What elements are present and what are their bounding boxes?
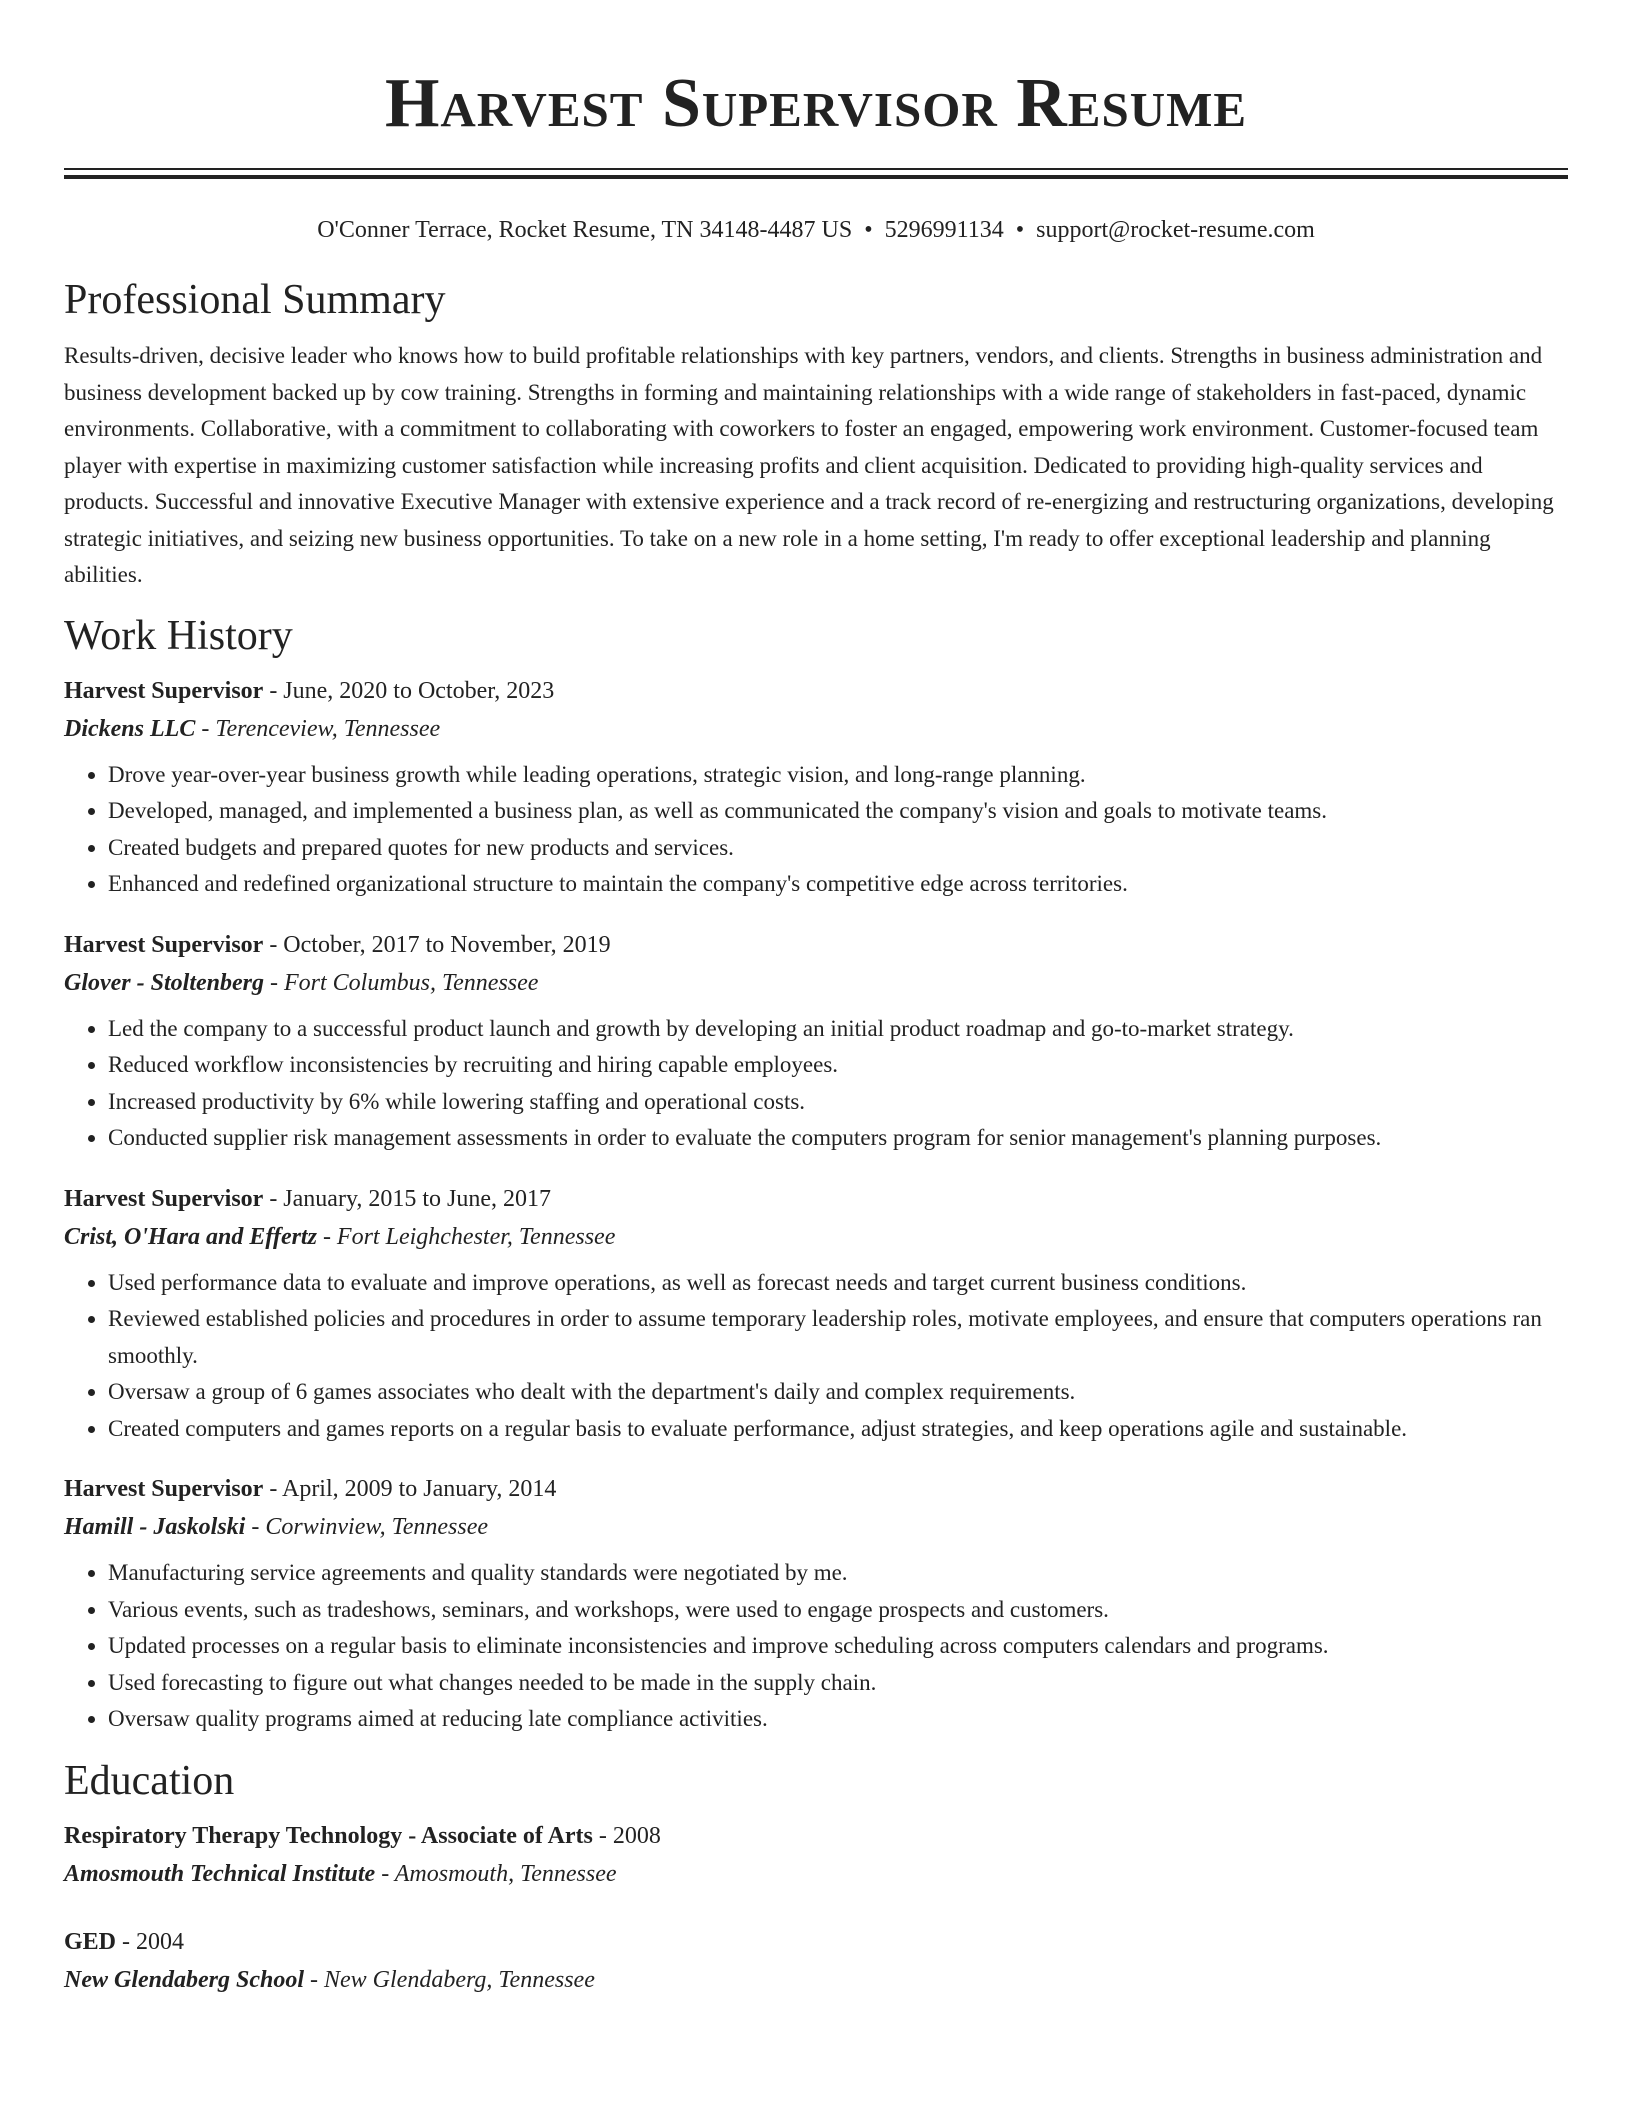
title-double-rule	[64, 168, 1568, 182]
resume-title: Harvest Supervisor Resume	[384, 65, 1248, 142]
education-school-line	[64, 1964, 1568, 1996]
contact-separator: •	[1015, 217, 1025, 243]
job-header	[64, 675, 1568, 707]
job-header	[64, 929, 1568, 961]
contact-email: support@rocket-resume.com	[1036, 217, 1315, 243]
education-location: - New Glendaberg, Tennessee	[304, 1966, 595, 1993]
job-bullet: • Created computers and games reports on a regular basis to evaluate performance, adjust strategies, and keep operations agile and sustainable.	[108, 1411, 1568, 1448]
resume-page	[64, 0, 1568, 1996]
job-bullet: • Enhanced and redefined organizational structure to maintain the company's competitive edge across territories.	[108, 866, 1568, 903]
education-entry	[64, 1926, 1568, 1996]
job-title: Harvest Supervisor	[64, 1476, 264, 1502]
education-entry	[64, 1820, 1568, 1890]
job-entry	[64, 1183, 1568, 1448]
job-bullets	[64, 1555, 1568, 1738]
job-dates: - January, 2015 to June, 2017	[263, 1185, 552, 1212]
job-dates: - October, 2017 to November, 2019	[263, 931, 611, 958]
job-company-line	[64, 1221, 1568, 1253]
job-title: Harvest Supervisor	[64, 1185, 264, 1212]
education-year: - 2004	[116, 1928, 185, 1955]
job-dates: - June, 2020 to October, 2023	[263, 677, 555, 704]
job-title: Harvest Supervisor	[64, 677, 264, 704]
job-company: Crist, O'Hara and Effertz	[64, 1223, 317, 1250]
job-bullet: • Conducted supplier risk management assessments in order to evaluate the computers program for senior management's planning purposes.	[108, 1120, 1568, 1157]
job-bullet: • Manufacturing service agreements and quality standards were negotiated by me.	[108, 1555, 1568, 1592]
job-bullet: • Reduced workflow inconsistencies by recruiting and hiring capable employees.	[108, 1047, 1568, 1084]
education-header	[64, 1926, 1568, 1958]
education-school-line	[64, 1858, 1568, 1890]
education-school: New Glendaberg School	[64, 1966, 304, 1993]
summary-heading: Professional Summary	[64, 277, 446, 323]
job-entry	[64, 929, 1568, 1157]
job-company-line	[64, 967, 1568, 999]
job-bullet: • Updated processes on a regular basis to eliminate inconsistencies and improve scheduling across computers calendars and programs.	[108, 1628, 1568, 1665]
job-header	[64, 1183, 1568, 1215]
job-bullet: • Drove year-over-year business growth while leading operations, strategic vision, and long-range planning.	[108, 757, 1568, 794]
contact-address: O'Conner Terrace, Rocket Resume, TN 34148-4487 US	[317, 217, 853, 243]
contact-separator: •	[864, 217, 873, 243]
job-location: - Fort Columbus, Tennessee	[263, 969, 539, 996]
job-bullet: • Various events, such as tradeshows, seminars, and workshops, were used to engage prospects and customers.	[108, 1592, 1568, 1629]
education-degree: Respiratory Therapy Technology - Associate of Arts	[64, 1822, 593, 1849]
job-company: Glover - Stoltenberg	[64, 969, 264, 996]
rule-thin-line	[64, 168, 1568, 170]
job-company: Hamill - Jaskolski	[64, 1514, 246, 1540]
education-location: - Amosmouth, Tennessee	[375, 1860, 617, 1887]
job-bullet: • Developed, managed, and implemented a business plan, as well as communicated the company's vision and goals to motivate teams.	[108, 793, 1568, 830]
job-company: Dickens LLC	[64, 715, 196, 742]
job-entry	[64, 675, 1568, 903]
job-bullet: • Used performance data to evaluate and improve operations, as well as forecast needs and target current business conditions.	[108, 1265, 1568, 1302]
job-dates: - April, 2009 to January, 2014	[263, 1476, 557, 1502]
job-company-line	[64, 1511, 1568, 1543]
job-bullet: • Oversaw quality programs aimed at reducing late compliance activities.	[108, 1701, 1568, 1738]
job-entry	[64, 1473, 1568, 1738]
summary-text: Results-driven, decisive leader who knows how to build profitable relationships with key partners, vendors, and clients. Strengths in business administration and business development backed up by cow training. Strengths in forming and maintaining relationships with a wide range of stakeholders in fast-paced, dynamic environments. Collaborative, with a commitment to collaborating with coworkers to foster an engaged, empowering work environment. Customer-focused team player with expertise in maximizing customer satisfaction while increasing profits and client acquisition. Dedicated to providing high-quality services and products. Successful and innovative Executive Manager with extensive experience and a track record of re-energizing and restructuring organizations, developing strategic initiatives, and seizing new business opportunities. To take on a new role in a home setting, I'm ready to offer exceptional leadership and planning abilities.	[64, 343, 1554, 587]
job-bullet: • Used forecasting to figure out what changes needed to be made in the supply chain.	[108, 1665, 1568, 1702]
rule-thick-line	[64, 175, 1568, 179]
job-bullet: • Increased productivity by 6% while lowering staffing and operational costs.	[108, 1084, 1568, 1121]
education-heading: Education	[64, 1757, 235, 1804]
education-school: Amosmouth Technical Institute	[64, 1860, 376, 1887]
job-location: - Terenceview, Tennessee	[195, 715, 441, 742]
education-header	[64, 1820, 1568, 1852]
job-bullets	[64, 1265, 1568, 1448]
job-bullet: • Reviewed established policies and procedures in order to assume temporary leadership roles, motivate employees, and ensure that computers operations ran smoothly.	[108, 1301, 1568, 1374]
job-location: - Fort Leighchester, Tennessee	[316, 1223, 616, 1250]
job-bullets	[64, 757, 1568, 903]
job-header	[64, 1473, 1568, 1505]
education-year: - 2008	[592, 1822, 661, 1849]
contact-line	[64, 215, 1568, 245]
job-bullets	[64, 1011, 1568, 1157]
job-bullet: • Created budgets and prepared quotes for new products and services.	[108, 830, 1568, 867]
job-bullet: • Oversaw a group of 6 games associates who dealt with the department's daily and complex requirements.	[108, 1374, 1568, 1411]
job-title: Harvest Supervisor	[64, 931, 264, 958]
job-bullet: • Led the company to a successful product launch and growth by developing an initial product roadmap and go-to-market strategy.	[108, 1011, 1568, 1048]
job-location: - Corwinview, Tennessee	[245, 1514, 489, 1540]
contact-phone: 5296991134	[884, 217, 1004, 243]
education-degree: GED	[64, 1928, 117, 1955]
work-history-heading: Work History	[64, 612, 293, 659]
job-company-line	[64, 713, 1568, 745]
